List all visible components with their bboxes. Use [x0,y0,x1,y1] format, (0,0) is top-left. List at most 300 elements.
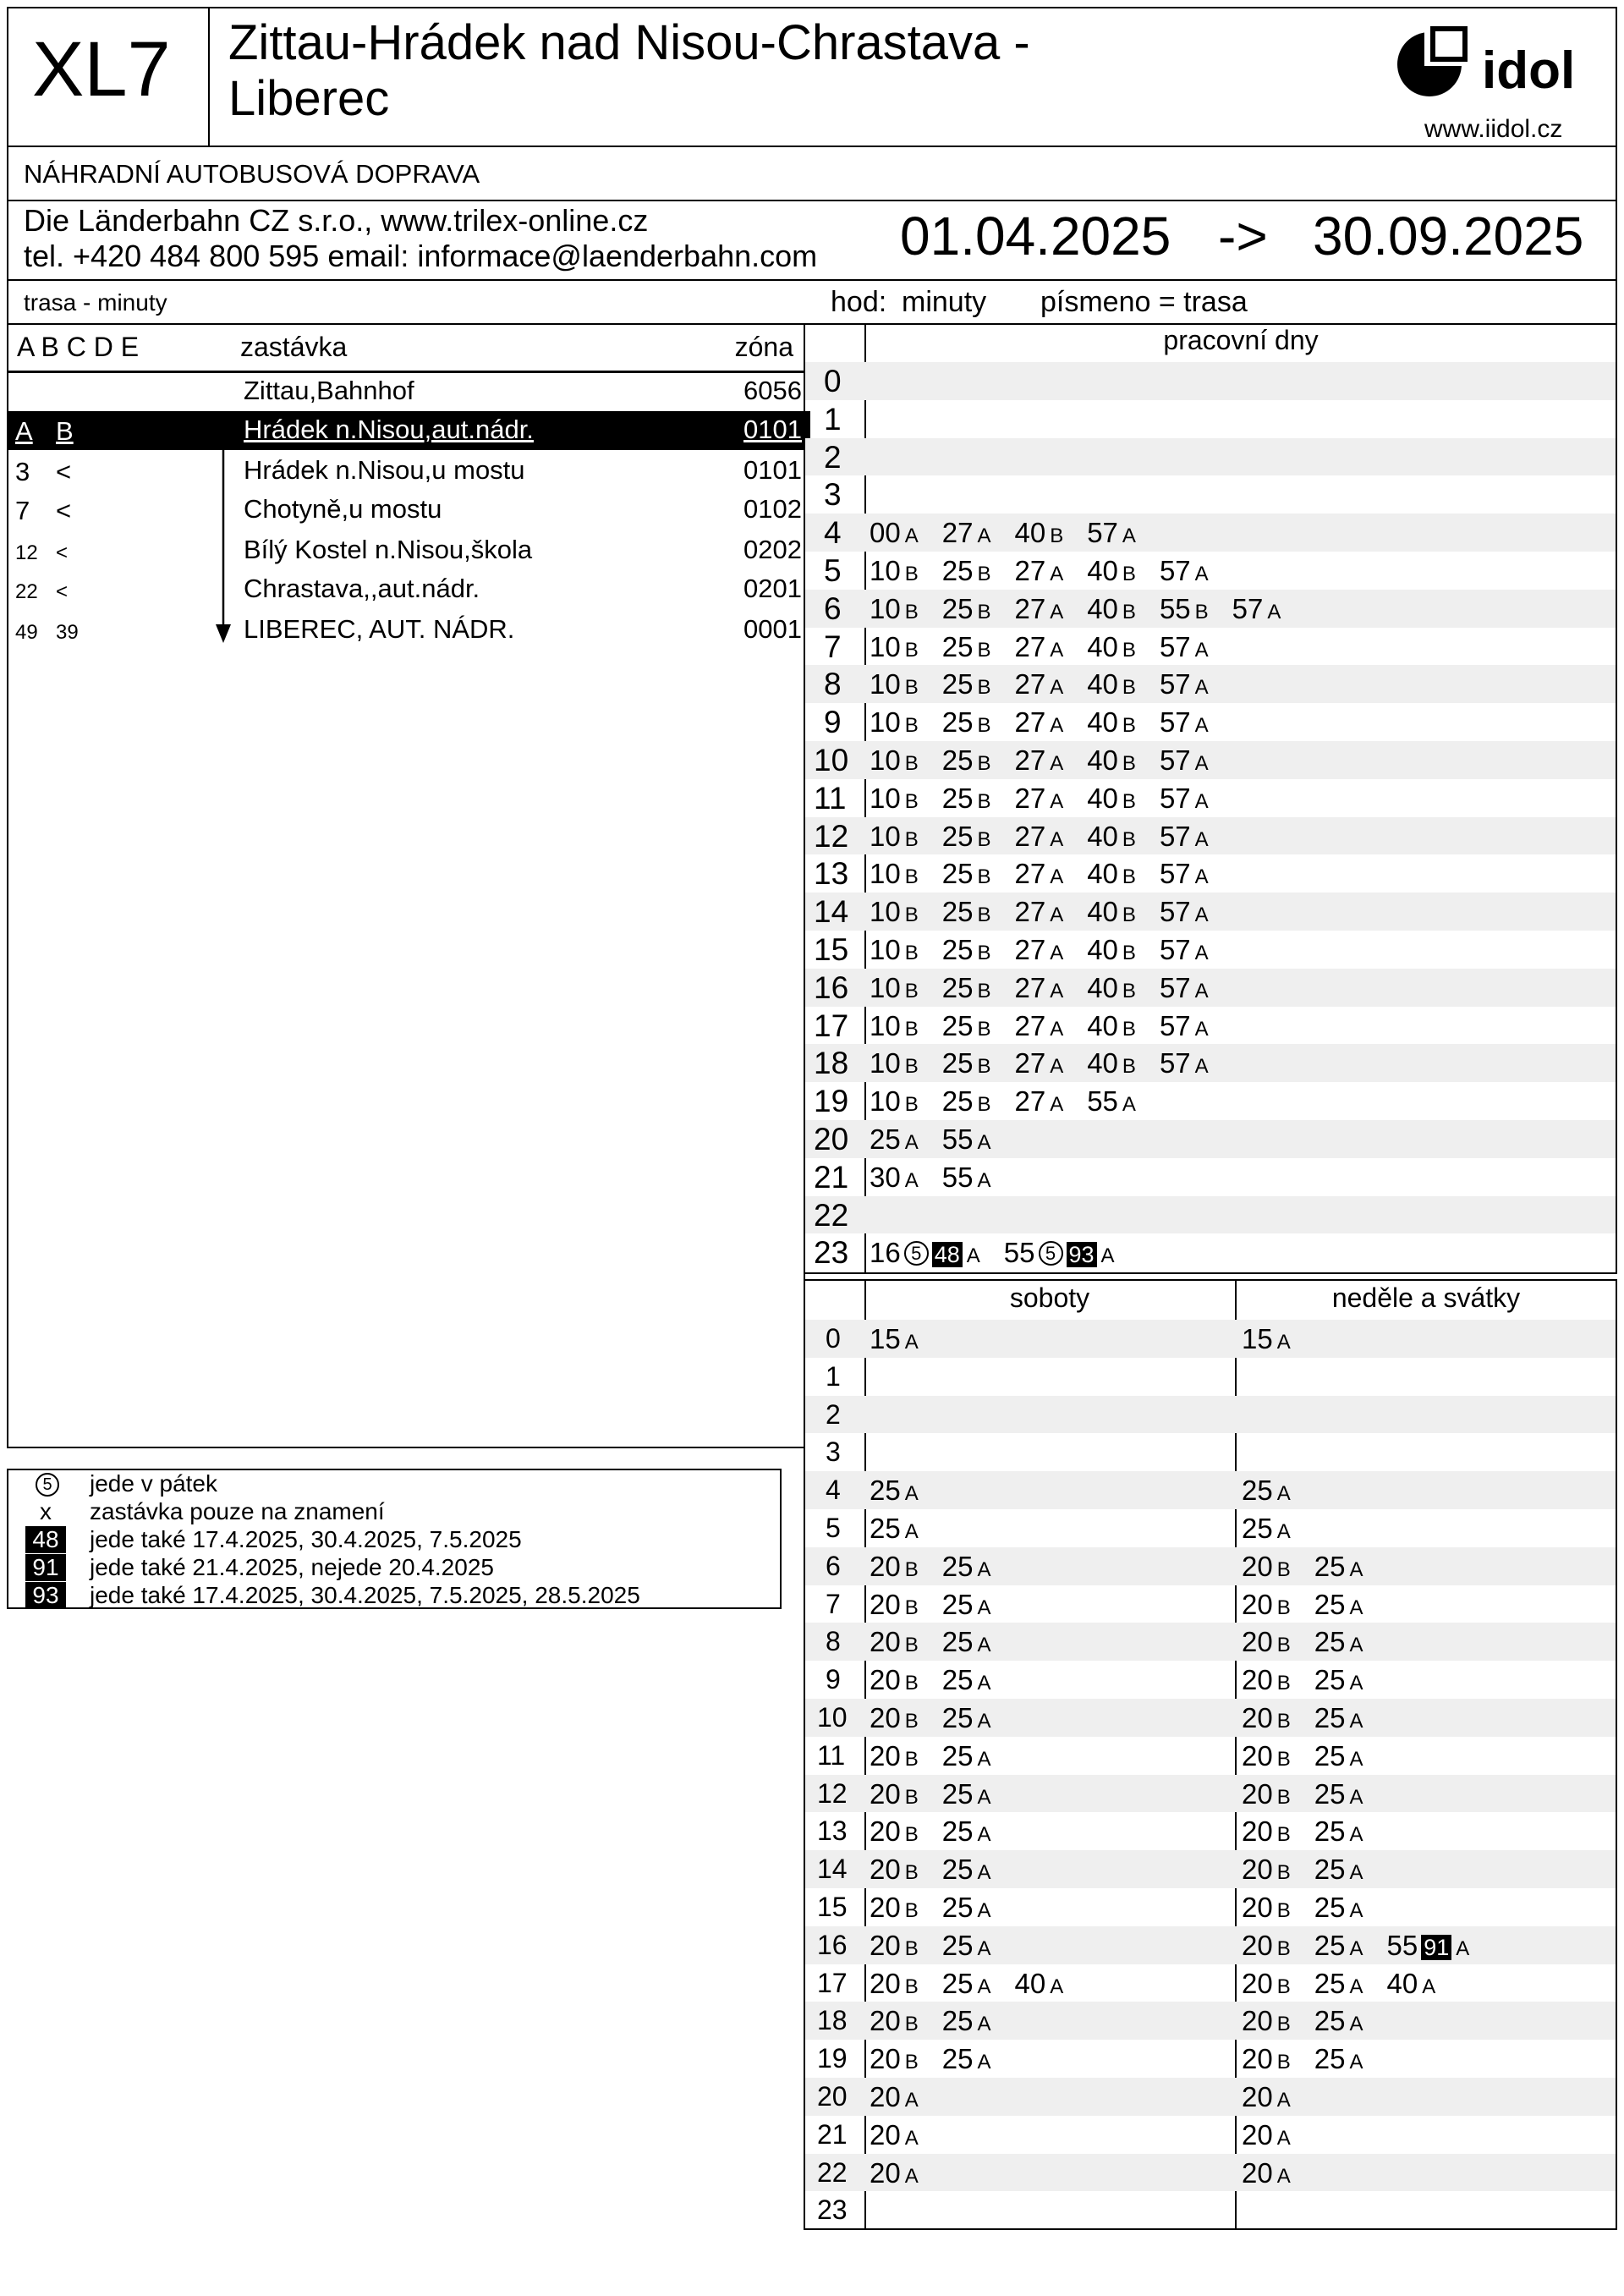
departure[interactable] [942,1702,991,1734]
sunday-cell [1242,1702,1386,1734]
departure-minute: 25 [941,1626,974,1658]
departure[interactable] [1232,593,1281,625]
departure-route: B [904,1710,919,1733]
departure-route: B [904,1861,919,1885]
departure[interactable] [870,744,919,777]
departure[interactable] [1014,858,1063,890]
departure[interactable] [870,1664,919,1696]
departure[interactable] [1242,2081,1291,2113]
departure-route: B [904,1557,919,1581]
sunday-cell [1242,1815,1386,1848]
departure[interactable] [1242,2005,1291,2037]
departure[interactable] [1160,668,1209,700]
stop-row[interactable] [7,411,810,450]
departure[interactable] [1087,1010,1136,1042]
departure[interactable] [1014,783,1063,815]
hour-label: 6 [824,590,842,626]
departure[interactable] [942,668,991,700]
departure[interactable] [870,1589,919,1621]
departure[interactable] [870,1626,919,1658]
departure[interactable] [942,934,991,966]
departure[interactable] [1087,858,1136,890]
departure[interactable] [1314,1702,1363,1734]
sunday-cell [1242,2005,1386,2037]
departures-cell [870,858,1232,890]
weekday-grid [805,362,1616,1272]
departure[interactable] [1160,744,1209,777]
departure-route: A [1349,1975,1363,1998]
departure-minute: 40 [1087,744,1118,776]
departure[interactable] [1314,1930,1363,1962]
saturday-cell [870,1664,1014,1696]
departure[interactable] [870,1930,919,1962]
departure-minute: 10 [870,706,901,739]
departure[interactable] [1242,2043,1291,2075]
departure[interactable] [1386,1930,1469,1962]
departure-route: A [1050,942,1064,964]
departure[interactable] [1087,1047,1136,1079]
departure-route: B [904,563,919,585]
stop-route-b-minutes: < [56,580,69,603]
departure-route: B [1276,1861,1291,1885]
departure[interactable] [870,1551,919,1583]
departure[interactable] [942,744,991,777]
departure-minute: 10 [870,630,901,662]
saturday-cell [870,1626,1014,1658]
departure-minute: 10 [870,1085,901,1118]
hour-label: 0 [824,364,842,398]
departure[interactable] [870,2081,919,2113]
departure[interactable] [1242,1892,1291,1924]
departure-route: A [1100,1244,1115,1268]
departure[interactable] [1314,1664,1363,1696]
departure[interactable] [1242,2119,1291,2151]
hour-row [805,1196,1616,1234]
departure[interactable] [1087,1085,1136,1118]
departure-minute: 25 [941,1550,974,1582]
departure-route: A [977,1936,991,1960]
departure[interactable] [1160,972,1209,1004]
departure[interactable] [1087,517,1136,549]
stop-row[interactable] [7,491,810,530]
departure[interactable] [942,1551,991,1583]
departure[interactable] [1314,1626,1363,1658]
departure[interactable] [870,1968,919,2000]
saturday-cell [870,2157,942,2189]
departure[interactable] [1314,1854,1363,1886]
departure[interactable] [942,821,991,853]
departure[interactable] [870,706,919,739]
hour-label: 2 [824,439,842,475]
service-type: NÁHRADNÍ AUTOBUSOVÁ DOPRAVA [24,159,480,189]
departure[interactable] [870,1237,980,1269]
departure-minute: 25 [941,706,974,739]
hour-label: 11 [814,780,847,816]
departure-minute: 25 [941,782,974,814]
departure-route: B [904,1747,919,1771]
hour-label: 17 [817,1967,848,1998]
departure-route: B [1276,1557,1291,1581]
stop-row[interactable] [7,531,810,570]
departure[interactable] [1242,1664,1291,1696]
departure-route: A [904,1482,919,1506]
departure[interactable] [1242,1626,1291,1658]
departure[interactable] [870,783,919,815]
departure-minute: 10 [870,668,901,700]
departure[interactable] [942,858,991,890]
saturday-cell [870,1778,1014,1810]
departure[interactable] [1242,1854,1291,1886]
departure[interactable] [870,858,919,890]
departure-minute: 25 [941,1664,974,1696]
departure[interactable] [1014,593,1063,625]
logo-url[interactable]: www.iidol.cz [1424,115,1563,143]
departure[interactable] [1087,593,1136,625]
departure-route: B [1122,676,1136,700]
departure-route: A [977,525,991,548]
departure[interactable] [942,1010,991,1042]
departure-route: A [1194,789,1209,813]
saturday-cell [870,1475,942,1507]
departure-route: A [1456,1936,1470,1960]
departure-route: B [1050,525,1064,548]
departure-route: A [1349,1861,1363,1885]
departure[interactable] [1160,1047,1209,1079]
departure[interactable] [942,517,991,549]
hour-label: 14 [817,1854,848,1885]
departure[interactable] [870,1162,919,1194]
route-title-line1: Zittau-Hrádek nad Nisou-Chrastava - [228,15,1030,70]
departure-route: B [1276,1596,1291,1619]
departure-minute: 20 [870,2156,901,2189]
departure-minute: 57 [1087,517,1118,549]
departure[interactable] [870,593,919,625]
departure-route: A [1050,600,1064,623]
departure-route: A [977,1557,991,1581]
departure[interactable] [1087,744,1136,777]
departure[interactable] [1242,1968,1291,2000]
departure-route: A [904,1331,919,1354]
departure-minute: 25 [941,1777,974,1810]
departure[interactable] [870,934,919,966]
departure[interactable] [1160,783,1209,815]
stop-name: LIBEREC, AUT. NÁDR. [244,614,515,644]
departure[interactable] [870,821,919,853]
departure[interactable] [942,631,991,663]
stop-route-a-minutes: 12 [15,541,38,564]
departure-route: A [904,1131,919,1154]
departure[interactable] [1014,744,1063,777]
departure[interactable] [1314,1740,1363,1772]
friday-icon: 5 [36,1473,59,1497]
direction-arrow-icon [213,450,233,645]
departure-route: B [904,1785,919,1809]
departure[interactable] [1087,934,1136,966]
departure[interactable] [870,972,919,1004]
note-symbol: x [40,1498,52,1524]
departure[interactable] [870,668,919,700]
weekend-grid [805,1320,1616,2228]
departure[interactable] [1160,555,1209,587]
departure[interactable] [1014,896,1063,928]
hour-label: 22 [814,1197,849,1233]
departure[interactable] [1087,821,1136,853]
departure[interactable] [1314,1778,1363,1810]
departure[interactable] [870,1123,919,1156]
departure[interactable] [1014,821,1063,853]
departure[interactable] [1242,1702,1291,1734]
departure-minute: 25 [941,1588,974,1620]
departure-route: A [1194,979,1209,1002]
departure[interactable] [942,2005,991,2037]
departure-minute: 57 [1159,706,1191,739]
departure[interactable] [942,1085,991,1118]
departure[interactable] [942,1854,991,1886]
hour-label: 5 [824,553,842,588]
departure[interactable] [1314,1968,1363,2000]
departure[interactable] [942,1123,991,1156]
departure[interactable] [870,1815,919,1848]
departure[interactable] [1014,934,1063,966]
departure[interactable] [870,555,919,587]
departure[interactable] [942,2043,991,2075]
departure[interactable] [942,593,991,625]
departure[interactable] [1004,1237,1115,1269]
departure[interactable] [870,1892,919,1924]
departure[interactable] [1014,1047,1063,1079]
saturday-cell [870,2043,1014,2075]
departure[interactable] [1242,1323,1291,1355]
departure[interactable] [1087,555,1136,587]
departure-route: B [904,638,919,662]
departure[interactable] [942,706,991,739]
departure[interactable] [942,1589,991,1621]
departure-minute: 27 [1014,820,1046,852]
departure-minute: 40 [1087,858,1118,890]
departure-route: B [904,865,919,889]
stop-name: Bílý Kostel n.Nisou,škola [244,535,533,564]
departure[interactable] [1014,1010,1063,1042]
departure[interactable] [870,1475,919,1507]
departure[interactable] [870,1778,919,1810]
departure-minute: 25 [1314,2005,1346,2037]
departure-minute: 25 [870,1475,901,1507]
stop-row[interactable] [7,372,810,411]
departure-route: A [1050,979,1064,1002]
departure[interactable] [1242,1551,1291,1583]
departure[interactable] [1314,1892,1363,1924]
valid-from: 01.04.2025 [900,206,1171,266]
departure-route: A [977,1747,991,1771]
departure-minute: 40 [1087,1047,1118,1079]
departure[interactable] [1014,972,1063,1004]
departure-route: A [977,2013,991,2036]
departures-cell [870,783,1232,815]
departure[interactable] [1386,1968,1435,2000]
departure[interactable] [1314,2043,1363,2075]
departure[interactable] [870,2005,919,2037]
departure-route: B [1276,1823,1291,1847]
departure-minute: 25 [1314,1815,1346,1848]
departure[interactable] [1242,1589,1291,1621]
departure-route: B [1122,979,1136,1002]
route-title-line2: Liberec [228,71,390,126]
stop-row[interactable] [7,611,810,650]
departure[interactable] [1087,668,1136,700]
departure-minute: 20 [1242,2118,1273,2150]
departure[interactable] [1160,934,1209,966]
departure[interactable] [1314,1551,1363,1583]
departure-route: A [1276,1331,1291,1354]
departure[interactable] [1160,1010,1209,1042]
departure-route: B [977,638,991,662]
stop-row[interactable] [7,452,810,491]
departure[interactable] [1160,631,1209,663]
departure[interactable] [1014,631,1063,663]
departure[interactable] [870,2043,919,2075]
departure[interactable] [870,1740,919,1772]
departure-route: A [904,2089,919,2112]
departure[interactable] [1014,517,1063,549]
departure-route: B [1276,1747,1291,1771]
departure[interactable] [870,1047,919,1079]
departure[interactable] [942,783,991,815]
saturday-cell [870,1323,942,1355]
departure[interactable] [942,1778,991,1810]
departure[interactable] [870,1085,919,1118]
departure[interactable] [870,1323,919,1355]
departure[interactable] [1014,668,1063,700]
departure[interactable] [870,2119,919,2151]
departure[interactable] [1087,631,1136,663]
departure-minute: 00 [870,517,901,549]
departure[interactable] [942,972,991,1004]
departure[interactable] [1014,1085,1063,1118]
departure[interactable] [1160,896,1209,928]
departure[interactable] [1314,2005,1363,2037]
departure[interactable] [1242,1778,1291,1810]
departure-route: A [977,1672,991,1695]
departure[interactable] [870,631,919,663]
departure[interactable] [1242,1930,1291,1962]
departure-minute: 25 [941,1929,974,1961]
departure[interactable] [1242,1740,1291,1772]
departure-route: A [904,2164,919,2188]
departure-route: A [1122,525,1136,548]
hour-row [805,1233,1616,1272]
departure-route: B [977,1017,991,1041]
departure-route: B [904,2051,919,2074]
departure-route: B [1122,752,1136,775]
departure-minute: 10 [870,858,901,890]
departure[interactable] [1314,1815,1363,1848]
hour-row [805,817,1616,855]
hour-label: 10 [817,1702,848,1733]
departure-minute: 27 [1014,668,1046,700]
hour-label: 3 [826,1436,841,1468]
departure-route: A [904,1168,919,1192]
departure[interactable] [870,2157,919,2189]
departure[interactable] [942,1664,991,1696]
departure[interactable] [870,1513,919,1545]
idol-logo-icon [1394,25,1470,102]
departure-minute: 40 [1087,592,1118,624]
departure-route: B [904,1672,919,1695]
departure[interactable] [1242,1815,1291,1848]
note-text: jede v pátek [90,1470,217,1497]
departure[interactable] [870,1010,919,1042]
departure[interactable] [1242,2157,1291,2189]
departure[interactable] [1242,1475,1291,1507]
departures-cell [870,555,1232,587]
departure-route: A [1050,638,1064,662]
departure-route: B [1122,563,1136,585]
saturday-cell [870,1702,1014,1734]
departure[interactable] [1087,783,1136,815]
departure[interactable] [1014,555,1063,587]
departure[interactable] [1087,706,1136,739]
departure[interactable] [942,1892,991,1924]
departure[interactable] [1160,593,1209,625]
departure[interactable] [1160,821,1209,853]
hour-row [805,2191,1616,2229]
hour-label: 4 [824,515,842,551]
departure[interactable] [870,896,919,928]
departure[interactable] [1014,1968,1063,2000]
departure[interactable] [942,1968,991,2000]
departure-route: B [904,1634,919,1657]
note-badge: 93 [1067,1242,1097,1267]
departure[interactable] [1160,706,1209,739]
departure[interactable] [1087,972,1136,1004]
departure[interactable] [942,1626,991,1658]
departure[interactable] [870,517,919,549]
legend-bar [7,279,1617,325]
departure-route: B [904,752,919,775]
departure[interactable] [1242,1513,1291,1545]
departure-route: B [977,789,991,813]
departure[interactable] [1314,1589,1363,1621]
departure[interactable] [942,1930,991,1962]
departure[interactable] [942,1815,991,1848]
departure[interactable] [1160,858,1209,890]
hour-label: 4 [826,1475,841,1506]
sunday-cell [1242,1930,1493,1962]
departure[interactable] [942,1047,991,1079]
hour-row [805,438,1616,476]
operator-line1: Die Länderbahn CZ s.r.o., www.trilex-online.cz [24,203,649,238]
sunday-cell [1242,1323,1314,1355]
departure[interactable] [1014,706,1063,739]
departure[interactable] [942,555,991,587]
departure[interactable] [870,1854,919,1886]
departure[interactable] [942,1162,991,1194]
stop-row[interactable] [7,570,810,609]
departure-route: B [1122,714,1136,738]
departure[interactable] [870,1702,919,1734]
line-number: XL7 [32,26,171,113]
departure-route: A [977,1899,991,1922]
departure[interactable] [1087,896,1136,928]
departure-minute: 55 [941,1123,974,1155]
hour-row [805,475,1616,514]
sunday-cell [1242,1551,1386,1583]
departure-route: A [1194,865,1209,889]
departure[interactable] [942,1740,991,1772]
departure-route: B [904,827,919,851]
stop-zone: 0001 [743,614,802,644]
departure[interactable] [942,896,991,928]
